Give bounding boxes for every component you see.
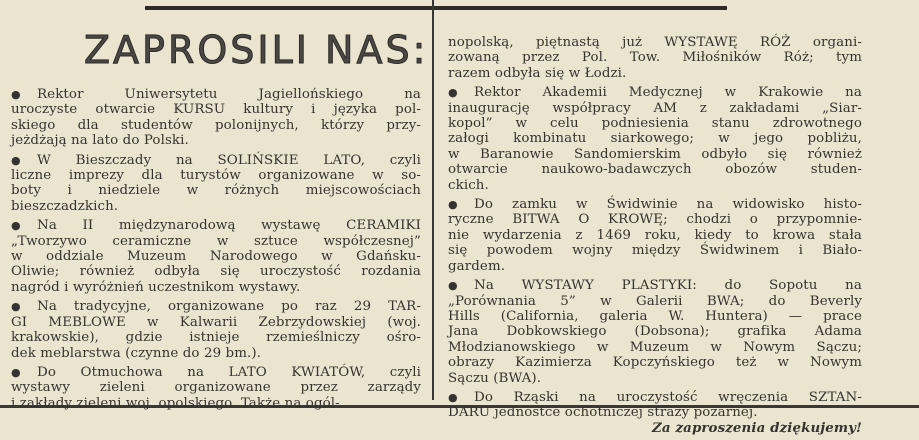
line-text: liczne imprezy dla turystów organizowane w so- [11,168,421,184]
text-line [448,259,862,274]
text-line [448,50,862,65]
paragraph [11,365,421,411]
text-line [11,199,421,214]
line-text: nopolską, piętnastą już WYSTAWĘ RÓŻ organi- [448,35,862,50]
line-text: Młodzianowskiego w Muzeum w Nowym Sączu; [448,339,862,355]
bullet-icon: ● [448,198,458,212]
text-line [11,249,421,264]
line-text: Na tradycyjne, organizowane po raz 29 TAR- [37,299,421,315]
text-line [448,197,862,212]
line-text: GI MEBLOWE w Kalwarii Zebrzydowskiej (woj. [11,314,421,330]
line-text: Oliwie; również odbyła się uroczystość rozdania [11,264,421,280]
paragraph [448,278,862,386]
text-line [448,355,862,370]
text-line [448,340,862,355]
line-text: DARU jednostce ochotniczej straży pożarnej. [448,405,758,421]
text-line [11,299,421,314]
text-line [11,330,421,345]
bullet-icon: ● [448,390,458,404]
paragraph [448,390,862,436]
text-line [11,396,421,411]
text-line [448,178,862,193]
line-text: w Baranowie Sandomierskim odbyło się również [448,146,862,162]
paragraph [11,299,421,361]
bullet-icon: ● [11,300,21,314]
paragraph [11,153,421,215]
paragraph [448,85,862,193]
text-line [448,324,862,339]
paragraph [448,35,862,81]
text-line [11,234,421,249]
text-line [11,346,421,361]
text-line [11,218,421,233]
text-line [448,66,862,81]
text-line [448,390,862,405]
left-column [11,87,421,415]
line-text: „Porównania 5” w Galerii BWA; do Beverly [448,293,862,309]
line-text: Jana Dobkowskiego (Dobsona); grafika Adama [448,324,862,340]
text-line [11,133,421,148]
line-text: Rektor Akademii Medycznej w Krakowie na [474,85,862,101]
line-text: Do zamku w Świdwinie na widowisko histo- [474,197,862,213]
paragraph [448,197,862,274]
text-line [448,131,862,146]
text-line [448,228,862,243]
line-text: Do Rząski na uroczystość wręczenia SZTAN- [474,389,862,405]
column-divider [432,0,434,400]
text-line [11,168,421,183]
line-text: bieszczadzkich. [11,198,119,214]
text-line [448,371,862,386]
line-text: skiego dla studentów polonijnych, którzy przy- [11,117,421,133]
text-line [11,118,421,133]
text-line [448,278,862,293]
text-line [448,243,862,258]
text-line [11,102,421,117]
line-text: „Tworzywo ceramiczne w sztuce współczesnej” [11,233,421,249]
line-text: Do Otmuchowa na LATO KWIATÓW, czyli [37,364,421,380]
line-text: uroczyste otwarcie KURSU kultury i języka pol- [11,102,421,118]
text-line [11,380,421,395]
bullet-icon: ● [11,219,21,233]
text-line [448,405,862,420]
bullet-icon: ● [448,279,458,293]
text-line [448,101,862,116]
line-text: obrazy Kazimierza Kopczyńskiego też w Nowym [448,355,862,371]
line-text: Rektor Uniwersytetu Jagiellońskiego na [37,87,421,102]
text-line [11,87,421,102]
paragraph [11,218,421,295]
text-line [11,315,421,330]
line-text: Sączu (BWA). [448,370,542,386]
line-text: Na WYSTAWY PLASTYKI: do Sopotu na [474,278,862,294]
line-text: W Bieszczady na SOLIŃSKIE LATO, czyli [37,152,421,168]
line-text: Na II międzynarodową wystawę CERAMIKI [37,218,421,234]
text-line [11,264,421,279]
line-text: w oddziale Muzeum Narodowego w Gdańsku- [11,249,421,265]
line-text: wystawy zieleni organizowane przez zarządy [11,380,421,396]
line-text: nagród i wyróżnień uczestnikom wystawy. [11,279,301,295]
line-text: inaugurację współpracy AM z zakładami „Siar- [448,100,862,116]
line-text: Hills (California, galeria W. Huntera) — prace [448,308,862,324]
closing-thanks: Za zaproszenia dziękujemy! [652,419,862,436]
line-text: gardem. [448,258,506,274]
text-line [448,294,862,309]
text-line [11,183,421,198]
line-text: zowaną przez Pol. Tow. Miłośników Róż; tym [448,50,862,66]
paragraph [11,87,421,149]
top-rule [145,6,727,10]
line-text: się powodem wojny między Świdwinem i Biało- [448,243,862,259]
line-text: załogi kombinatu siarkowego; w jego pobliżu, [448,131,862,147]
text-line [11,153,421,168]
line-text: jeżdżają na lato do Polski. [11,133,189,149]
text-line [448,35,862,50]
bullet-icon: ● [448,86,458,100]
bullet-icon: ● [11,153,21,167]
bullet-icon: ● [11,88,21,101]
line-text: dek meblarstwa (czynne do 29 bm.). [11,345,262,361]
text-line [448,162,862,177]
right-column [448,35,862,440]
bullet-icon: ● [11,365,21,379]
line-text: otwarcie naukowo-badawczych obozów studen- [448,162,862,178]
text-line [448,85,862,100]
line-text: ryczne BITWA O KROWĘ; chodzi o przypomnie- [448,212,862,228]
article-title: ZAPROSILI NAS: [84,28,429,72]
line-text: i zakłady zieleni woj. opolskiego. Także na ogól- [11,395,340,411]
line-text: kopol” w celu podniesienia stanu zdrowotnego [448,116,862,132]
text-line [448,309,862,324]
line-text: krakowskie), gdzie istnieje rzemieślniczy ośro- [11,330,421,346]
text-line [11,280,421,295]
text-line [11,365,421,380]
line-text: boty i niedziele w różnych miejscowościach [11,183,421,199]
text-line [448,212,862,227]
line-text: razem odbyła się w Łodzi. [448,65,627,81]
line-text: ckich. [448,177,489,193]
text-line [448,147,862,162]
text-line [448,116,862,131]
line-text: nie wydarzenia z 1469 roku, kiedy to krowa stała [448,227,862,243]
